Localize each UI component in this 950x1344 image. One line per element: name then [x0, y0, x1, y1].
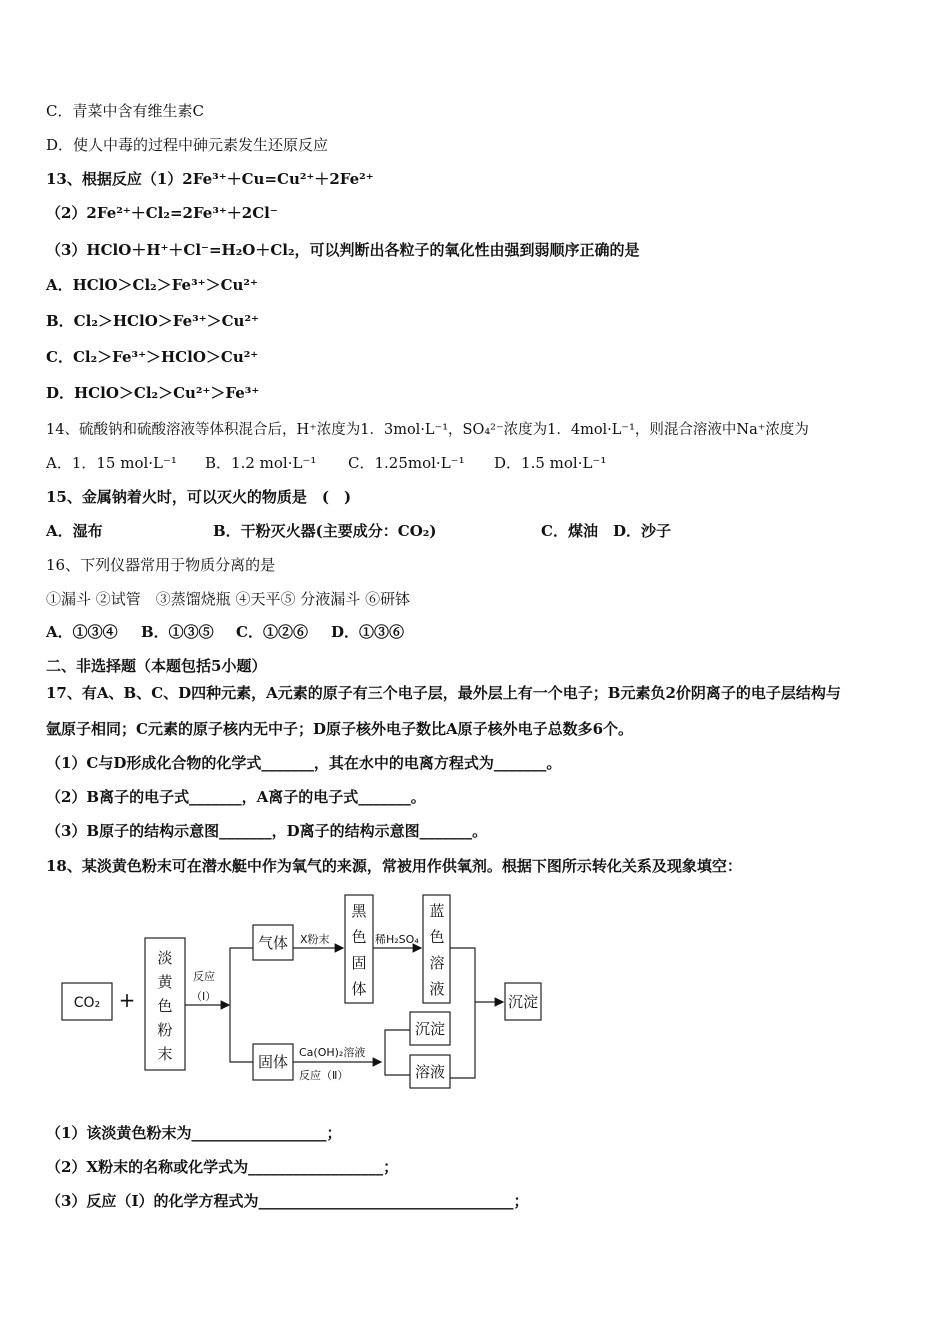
caoh2-label: Ca(OH)₂溶液 [299, 1046, 366, 1059]
q14-stem: 14、硫酸钠和硫酸溶液等体积混合后，H⁺浓度为1．3mol·L⁻¹，SO₄²⁻浓度为1．4mol·L⁻¹，则混合溶液中Na⁺浓度为 [46, 422, 809, 438]
q13-stem-3: （3）HClO＋H⁺＋Cl⁻=H₂O＋Cl₂，可以判断出各粒子的氧化性由强到弱顺序正确的是 [46, 241, 640, 259]
blue-solution-char: 色 [429, 928, 445, 946]
q13-stem-2: （2）2Fe²⁺＋Cl₂=2Fe³⁺＋2Cl⁻ [46, 204, 278, 222]
q14-option-d: D．1.5 mol·L⁻¹ [494, 454, 607, 472]
q15-option-b: B．干粉灭火器(主要成分：CO₂) [213, 522, 437, 540]
q14-option-b: B．1.2 mol·L⁻¹ [205, 454, 317, 472]
q17-sub-1: （1）C与D形成化合物的化学式_______，其在水中的电离方程式为_______。 [46, 754, 562, 772]
q13-option-d: D．HClO＞Cl₂＞Cu²⁺＞Fe³⁺ [46, 384, 260, 402]
solution-label: 溶液 [414, 1063, 446, 1081]
q17-sub-3: （3）B原子的结构示意图_______，D离子的结构示意图_______。 [46, 822, 488, 840]
powder-char: 淡 [157, 949, 173, 967]
q16-option-a: A．①③④ [46, 623, 118, 641]
plus-sign: + [118, 988, 136, 1012]
reaction-1-number: （Ⅰ） [191, 990, 217, 1003]
black-solid-char: 体 [351, 980, 367, 998]
q16-option-d: D．①③⑥ [331, 623, 405, 641]
solid-label: 固体 [257, 1053, 289, 1071]
q14-option-c: C．1.25mol·L⁻¹ [348, 454, 465, 472]
q16-option-b: B．①③⑤ [141, 623, 214, 641]
q13-option-a: A．HClO＞Cl₂＞Fe³⁺＞Cu²⁺ [46, 276, 258, 294]
gas-label: 气体 [257, 934, 289, 952]
blue-solution-char: 溶 [429, 954, 445, 972]
black-solid-char: 固 [351, 954, 367, 972]
blue-solution-char: 蓝 [429, 902, 445, 920]
q14-option-a: A．1．15 mol·L⁻¹ [46, 454, 177, 472]
q17-stem-2: 氩原子相同；C元素的原子核内无中子；D原子核外电子数比A原子核外电子总数多6个。 [46, 720, 634, 738]
q15-option-c: C．煤油 [541, 522, 598, 540]
q16-stem: 16、下列仪器常用于物质分离的是 [46, 556, 276, 574]
q17-sub-2: （2）B离子的电子式_______，A离子的电子式_______。 [46, 788, 426, 806]
powder-char: 黄 [157, 973, 173, 991]
powder-char: 末 [157, 1045, 173, 1063]
powder-char: 粉 [157, 1021, 173, 1039]
co2-label: CO₂ [73, 995, 101, 1011]
powder-char: 色 [157, 997, 173, 1015]
q13-option-c: C．Cl₂＞Fe³⁺＞HClO＞Cu²⁺ [46, 348, 259, 366]
section-2-heading: 二、非选择题（本题包括5小题） [46, 657, 267, 675]
x-powder-label: X粉末 [300, 933, 330, 946]
q13-option-b: B．Cl₂＞HClO＞Fe³⁺＞Cu²⁺ [46, 312, 259, 330]
reaction-2-label: 反应（Ⅱ） [299, 1069, 349, 1082]
q18-sub-2: （2）X粉末的名称或化学式为__________________； [46, 1158, 399, 1176]
q12-option-c: C．青菜中含有维生素C [46, 102, 204, 120]
q15-option-a: A．湿布 [46, 522, 103, 540]
q12-option-d: D．使人中毒的过程中砷元素发生还原反应 [46, 136, 329, 154]
q15-stem: 15、金属钠着火时，可以灭火的物质是 ( ) [46, 488, 352, 506]
q18-sub-3: （3）反应（Ⅰ）的化学方程式为__________________________________； [46, 1192, 529, 1210]
q16-items: ①漏斗 ②试管 ③蒸馏烧瓶 ④天平⑤ 分液漏斗 ⑥研钵 [46, 590, 411, 608]
q18-sub-1: （1）该淡黄色粉末为__________________； [46, 1124, 342, 1142]
q13-stem-1: 13、根据反应（1）2Fe³⁺＋Cu=Cu²⁺＋2Fe²⁺ [46, 170, 374, 188]
final-precipitate-label: 沉淀 [507, 993, 539, 1011]
precipitate-label: 沉淀 [414, 1020, 446, 1038]
q15-option-d: D．沙子 [613, 522, 672, 540]
reaction-1-label: 反应 [193, 970, 215, 983]
dilute-acid-label: 稀H₂SO₄ [375, 933, 419, 946]
q16-option-c: C．①②⑥ [236, 623, 308, 641]
black-solid-char: 色 [351, 928, 367, 946]
blue-solution-char: 液 [429, 980, 445, 998]
q18-stem: 18、某淡黄色粉末可在潜水艇中作为氧气的来源，常被用作供氧剂。根据下图所示转化关系及现象填空： [46, 857, 742, 875]
black-solid-char: 黑 [351, 902, 367, 920]
q17-stem-1: 17、有A、B、C、D四种元素，A元素的原子有三个电子层，最外层上有一个电子；B元素负2价阴离子的电子层结构与 [46, 684, 841, 702]
